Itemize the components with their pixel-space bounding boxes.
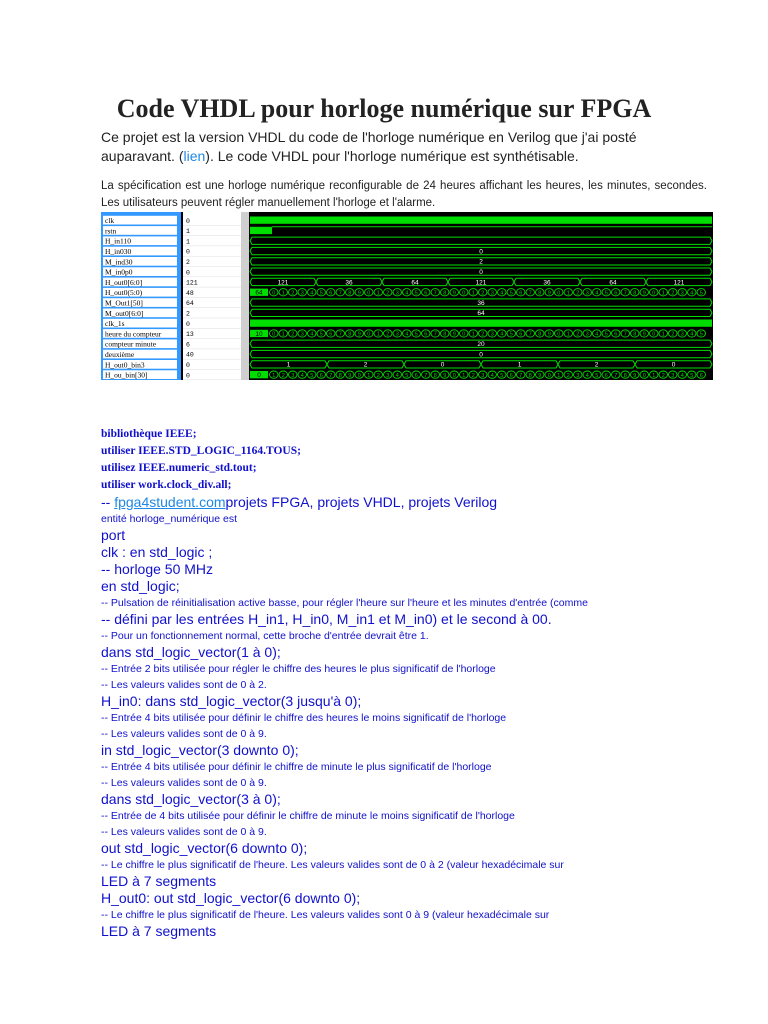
bus-value-digit: 5 (690, 372, 694, 379)
bus-value-digit: 0 (462, 290, 466, 297)
bus-value-digit: 7 (338, 331, 342, 338)
bus-value-digit: 6 (424, 331, 428, 338)
bus-value-digit: 3 (395, 331, 399, 338)
bus-value-digit: 5 (405, 372, 409, 379)
bus-value-digit: 4 (680, 372, 684, 379)
signal-name: clk (105, 216, 115, 226)
bus-label: 0 (671, 361, 676, 369)
bus-value-digit: 5 (509, 331, 513, 338)
bus-value-digit: 3 (386, 372, 390, 379)
code-line: -- Les valeurs valides sont de 0 à 9. (101, 826, 267, 838)
bus-value-digit: 9 (547, 331, 551, 338)
page-title: Code VHDL pour horloge numérique sur FPGA (116, 94, 652, 123)
bus-value-digit: 5 (310, 372, 314, 379)
bus-value-digit: 8 (338, 372, 342, 379)
bus-value-digit: 6 (519, 290, 523, 297)
bus-value-digit: 7 (623, 331, 627, 338)
bus-value-digit: 3 (585, 290, 589, 297)
bus-value-digit: 5 (604, 290, 608, 297)
bus-value-digit: 7 (338, 290, 342, 297)
code-line: clk : en std_logic ; (101, 544, 213, 560)
bus-value-digit: 5 (500, 372, 504, 379)
code-line: dans std_logic_vector(1 à 0); (101, 644, 281, 660)
bus-value-digit: 5 (699, 290, 703, 297)
bus-value-digit: 1 (281, 290, 285, 297)
signal-name: rstn (105, 226, 117, 236)
code-link-prefix: -- (101, 494, 115, 510)
code-line: en std_logic; (101, 578, 180, 594)
bus-value-digit: 8 (348, 331, 352, 338)
code-line: -- Pulsation de réinitialisation active basse, pour régler l'heure sur l'heure et les minutes d'entrée (comme (101, 597, 588, 609)
clock-wave (250, 320, 712, 327)
bus-value-digit: 5 (319, 331, 323, 338)
signal-name: M_out0[6:0] (105, 308, 144, 318)
bus-label: 64 (411, 279, 419, 287)
bus-value-digit: 1 (471, 331, 475, 338)
code-line: -- défini par les entrées H_in1, H_in0, M_in1 et M_in0) et le second à 00. (101, 611, 552, 627)
bus-value-digit: 4 (585, 372, 589, 379)
level-wave-start (250, 227, 272, 234)
bus-value-digit: 4 (690, 331, 694, 338)
bus-value-digit: 0 (557, 331, 561, 338)
bus-value-digit: 3 (300, 290, 304, 297)
bus-value-digit: 9 (538, 372, 542, 379)
bus-value-digit: 4 (500, 331, 504, 338)
bus-value-digit: 4 (405, 331, 409, 338)
code-line: -- Le chiffre le plus significatif de l'heure. Les valeurs valides sont de 0 à 2 (valeur hexadécimale sur (101, 859, 564, 871)
bus-value-digit: 7 (519, 372, 523, 379)
code-line: port (101, 527, 126, 543)
fpga4student-link[interactable]: fpga4student.com (114, 494, 226, 510)
signal-name: clk_1s (105, 319, 125, 329)
bus-value-digit: 3 (300, 331, 304, 338)
bus-label: 0 (479, 248, 483, 256)
signal-value: 0 (186, 217, 190, 225)
bus-value-digit: 9 (348, 372, 352, 379)
intro-link[interactable]: lien (183, 148, 206, 164)
bus-value-digit: 4 (690, 290, 694, 297)
bus-value-digit: 7 (528, 290, 532, 297)
bus-value-digit: 1 (661, 290, 665, 297)
bus-label: 36 (345, 279, 353, 287)
signal-name: H_in110 (105, 236, 131, 246)
bus-value-digit: 5 (414, 331, 418, 338)
waveform-screenshot (101, 212, 713, 380)
bus-value-digit: 0 (357, 372, 361, 379)
waveform-image (101, 212, 713, 380)
signal-value: 64 (186, 300, 194, 308)
code-lines (101, 511, 721, 940)
bus-value-digit: 1 (557, 372, 561, 379)
bus-value-digit: 0 (652, 290, 656, 297)
code-line: LED à 7 segments (101, 873, 217, 889)
bus-value-digit: 3 (490, 331, 494, 338)
signal-value: 2 (186, 310, 190, 318)
signal-value: 13 (186, 331, 194, 339)
bus-value-digit: 4 (310, 331, 314, 338)
bus-value-digit: 9 (357, 331, 361, 338)
bus-value-digit: 6 (414, 372, 418, 379)
bus-lead-label: 10 (255, 330, 263, 338)
bus-value-digit: 0 (452, 372, 456, 379)
bus-value-digit: 6 (604, 372, 608, 379)
signal-value: 0 (186, 248, 190, 256)
bus-value-digit: 4 (395, 372, 399, 379)
code-line: entité horloge_numérique est (101, 513, 238, 525)
bus-value-digit: 7 (424, 372, 428, 379)
bus-value-digit: 2 (576, 290, 580, 297)
bus-label: 2 (594, 361, 599, 369)
bus-value-digit: 4 (490, 372, 494, 379)
bus-value-digit: 0 (367, 290, 371, 297)
bus-value-digit: 4 (595, 331, 599, 338)
bus-value-digit: 1 (661, 331, 665, 338)
bus-value-digit: 2 (376, 372, 380, 379)
code-line: -- Les valeurs valides sont de 0 à 9. (101, 777, 267, 789)
bus-value-digit: 7 (623, 290, 627, 297)
bus-value-digit: 6 (509, 372, 513, 379)
bus-value-digit: 7 (433, 331, 437, 338)
bus-value-digit: 7 (528, 331, 532, 338)
signal-value: 40 (186, 351, 194, 359)
bus-value-digit: 6 (424, 290, 428, 297)
bus-value-digit: 8 (538, 290, 542, 297)
bus-value-digit: 1 (376, 290, 380, 297)
bus-lead-label: 0 (257, 371, 261, 379)
code-line: -- Entrée de 4 bits utilisée pour définir le chiffre de minute le moins significatif de l'horloge (101, 810, 515, 822)
signal-name: deuxième (105, 350, 135, 359)
code-line: H_out0: out std_logic_vector(6 downto 0); (101, 890, 361, 906)
signal-value: 6 (186, 341, 190, 349)
signal-name: M_ind30 (105, 257, 133, 267)
code-line: -- Les valeurs valides sont de 0 à 2. (101, 679, 267, 691)
signal-name: M_in0p0 (105, 267, 133, 277)
bus-value-digit: 8 (633, 290, 637, 297)
bus-value-digit: 2 (291, 331, 295, 338)
bus-value-digit: 2 (481, 331, 485, 338)
bus-value-digit: 4 (405, 290, 409, 297)
bus-value-digit: 5 (699, 331, 703, 338)
bus-value-digit: 9 (452, 290, 456, 297)
bus-value-digit: 3 (490, 290, 494, 297)
bus-label: 64 (609, 279, 617, 287)
bus-lead-label: 64 (255, 289, 263, 297)
bus-value-digit: 8 (633, 331, 637, 338)
bus-value-digit: 6 (519, 331, 523, 338)
bus-value-digit: 4 (595, 290, 599, 297)
bus-value-digit: 9 (642, 331, 646, 338)
bus-value-digit: 1 (272, 372, 276, 379)
code-line: -- Pour un fonctionnement normal, cette broche d'entrée devrait être 1. (101, 630, 429, 642)
bus-value-digit: 2 (661, 372, 665, 379)
bus-value-digit: 1 (281, 331, 285, 338)
bus-value-digit: 7 (433, 290, 437, 297)
code-line: dans std_logic_vector(3 à 0); (101, 791, 281, 807)
bus-value-digit: 6 (699, 372, 703, 379)
bus-value-digit: 1 (652, 372, 656, 379)
bus-value-digit: 2 (671, 331, 675, 338)
bus-label: 2 (479, 258, 483, 266)
panel-splitter[interactable] (241, 212, 249, 380)
bus-value-digit: 8 (348, 290, 352, 297)
signal-value: 48 (186, 289, 194, 297)
bus-value-digit: 2 (386, 331, 390, 338)
bus-value-digit: 1 (376, 331, 380, 338)
bus-value-digit: 3 (680, 331, 684, 338)
bus-value-digit: 0 (367, 331, 371, 338)
bus-label: 36 (543, 279, 551, 287)
bus-value-digit: 5 (595, 372, 599, 379)
bus-value-digit: 8 (433, 372, 437, 379)
code-line: utilisez IEEE.numeric_std.tout; (101, 462, 257, 474)
bus-value-digit: 9 (452, 331, 456, 338)
bus-value-digit: 0 (652, 331, 656, 338)
bus-value-digit: 2 (566, 372, 570, 379)
bus-label: 20 (477, 341, 485, 349)
code-line: -- horloge 50 MHz (101, 561, 214, 577)
bus-value-digit: 1 (367, 372, 371, 379)
bus-value-digit: 2 (471, 372, 475, 379)
code-line: -- Entrée 4 bits utilisée pour définir le chiffre de minute le plus significatif de l'horloge (101, 761, 492, 773)
intro-text-end: ). Le code VHDL pour l'horloge numérique est synthétisable. (205, 148, 579, 164)
code-line: utiliser IEEE.STD_LOGIC_1164.TOUS; (101, 445, 301, 457)
bus-label: 0 (440, 361, 445, 369)
code-line: H_in0: dans std_logic_vector(3 jusqu'à 0); (101, 693, 362, 709)
intro-paragraph (101, 128, 707, 166)
clock-wave (250, 217, 712, 224)
bus-label: 2 (363, 361, 368, 369)
signal-value: 1 (186, 238, 190, 246)
signal-name: H_out0_bin3 (105, 360, 145, 370)
bus-label: 36 (477, 299, 485, 307)
bus-value-digit: 6 (329, 290, 333, 297)
code-line: utiliser work.clock_div.all; (101, 479, 232, 491)
signal-name: H_out0[6:0] (105, 277, 143, 287)
bus-value-digit: 8 (443, 290, 447, 297)
signal-value: 0 (186, 320, 190, 328)
bus-value-digit: 9 (357, 290, 361, 297)
signal-name: H_ou_bin[30] (105, 370, 148, 380)
bus-value-digit: 5 (604, 331, 608, 338)
signal-value: 1 (186, 228, 190, 236)
code-link-suffix: projets FPGA, projets VHDL, projets Verilog (225, 494, 498, 510)
bus-value-digit: 9 (642, 290, 646, 297)
bus-value-digit: 2 (291, 290, 295, 297)
bus-value-digit: 1 (471, 290, 475, 297)
bus-value-digit: 0 (272, 290, 276, 297)
code-line: -- Le chiffre le plus significatif de l'heure. Les valeurs valides sont 0 à 9 (valeur hexadécimale sur (101, 909, 550, 921)
code-line: bibliothèque IEEE; (101, 428, 197, 440)
bus-value-digit: 0 (462, 331, 466, 338)
bus-value-digit: 5 (414, 290, 418, 297)
bus-label: 121 (277, 279, 289, 287)
bus-value-digit: 2 (576, 331, 580, 338)
code-line: -- Entrée 2 bits utilisée pour régler le chiffre des heures le plus significatif de l'horloge (101, 663, 496, 675)
bus-value-digit: 9 (547, 290, 551, 297)
code-line: -- Les valeurs valides sont de 0 à 9. (101, 728, 267, 740)
bus-label: 121 (673, 279, 685, 287)
intro-text: Ce projet est la version VHDL du code de l'horloge numérique en Verilog que j'ai posté auparavant. ( (101, 129, 637, 164)
code-block (101, 426, 721, 940)
bus-value-digit: 1 (566, 290, 570, 297)
bus-label: 1 (517, 361, 522, 369)
bus-value-digit: 2 (386, 290, 390, 297)
bus-value-digit: 3 (481, 372, 485, 379)
signal-value: 121 (186, 279, 198, 287)
code-line: in std_logic_vector(3 downto 0); (101, 742, 299, 758)
signal-name: compteur minute (105, 339, 157, 349)
bus-value-digit: 5 (319, 290, 323, 297)
bus-value-digit: 3 (576, 372, 580, 379)
bus-value-digit: 8 (528, 372, 532, 379)
bus-label: 1 (286, 361, 291, 369)
bus-value-digit: 0 (272, 331, 276, 338)
bus-value-digit: 6 (319, 372, 323, 379)
signal-value: 0 (186, 269, 190, 277)
bus-label: 64 (477, 310, 485, 318)
bus-value-digit: 4 (310, 290, 314, 297)
code-line: LED à 7 segments (101, 923, 217, 939)
bus-value-digit: 8 (538, 331, 542, 338)
bus-value-digit: 4 (500, 290, 504, 297)
bus-label: 0 (479, 268, 483, 276)
signal-value: 0 (186, 362, 190, 369)
bus-value-digit: 7 (329, 372, 333, 379)
bus-value-digit: 1 (462, 372, 466, 379)
signal-name: H_out0(5:0) (105, 288, 143, 298)
bus-value-digit: 9 (633, 372, 637, 379)
bus-value-digit: 3 (291, 372, 295, 379)
bus-value-digit: 0 (557, 290, 561, 297)
bus-value-digit: 8 (623, 372, 627, 379)
signal-value: 2 (186, 259, 190, 266)
signal-name: heure du compteur (105, 329, 162, 339)
signal-name: M_Out1[50] (105, 298, 143, 308)
bus-value-digit: 7 (614, 372, 618, 379)
bus-label: 121 (475, 279, 487, 287)
bus-value-digit: 5 (509, 290, 513, 297)
bus-value-digit: 8 (443, 331, 447, 338)
code-line: -- Entrée 4 bits utilisée pour définir le chiffre des heures le moins significatif de l'horloge (101, 712, 507, 724)
bus-value-digit: 6 (329, 331, 333, 338)
signal-value: 0 (186, 372, 190, 380)
bus-value-digit: 3 (671, 372, 675, 379)
bus-value-digit: 6 (614, 290, 618, 297)
bus-value-digit: 2 (481, 290, 485, 297)
bus-value-digit: 2 (281, 372, 285, 379)
bus-value-digit: 9 (443, 372, 447, 379)
bus-value-digit: 3 (585, 331, 589, 338)
spec-paragraph: La spécification est une horloge numérique reconfigurable de 24 heures affichant les heures, les minutes, secondes. Les utilisateurs peuvent régler manuellement l'horloge et l'alarme. (101, 180, 707, 209)
bus-value-digit: 6 (614, 331, 618, 338)
bus-value-digit: 3 (395, 290, 399, 297)
code-line: out std_logic_vector(6 downto 0); (101, 840, 308, 856)
bus-value-digit: 2 (671, 290, 675, 297)
bus-value-digit: 3 (680, 290, 684, 297)
bus-value-digit: 4 (300, 372, 304, 379)
signal-name: H_in030 (105, 247, 132, 256)
bus-value-digit: 1 (566, 331, 570, 338)
code-link-line (101, 494, 721, 511)
bus-value-digit: 0 (642, 372, 646, 379)
bus-value-digit: 0 (547, 372, 551, 379)
bus-label: 0 (479, 351, 483, 359)
